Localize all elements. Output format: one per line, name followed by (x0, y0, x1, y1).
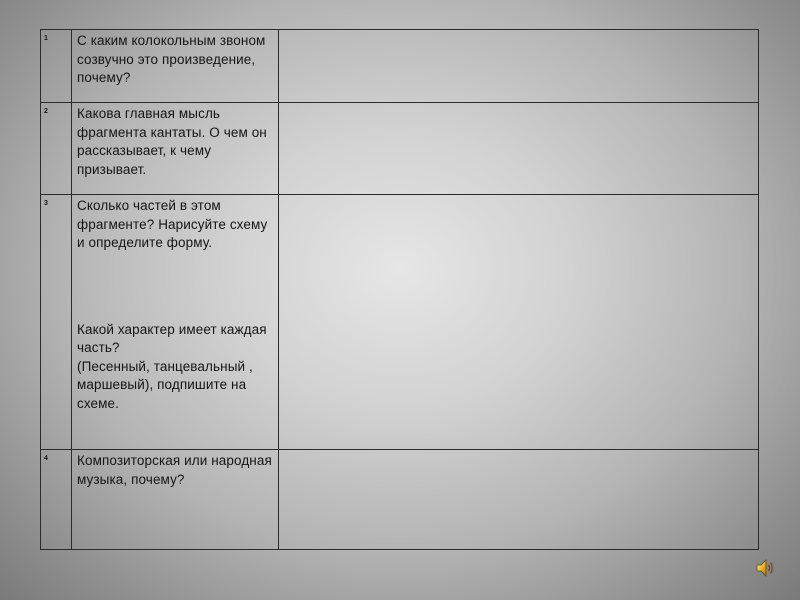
answer-cell[interactable] (279, 30, 759, 103)
question-text: Композиторская или народная музыка, почему? (77, 453, 272, 487)
spacer (77, 253, 272, 321)
question-text: Какова главная мысль фрагмента кантаты. О чем он рассказывает, к чему призывает. (77, 106, 267, 177)
table-row (41, 103, 759, 195)
row-number: 1 (41, 30, 72, 103)
speaker-icon[interactable] (755, 557, 775, 579)
table-row (41, 450, 759, 550)
question-text: С каким колокольным звоном созвучно это произведение, почему? (77, 33, 266, 85)
question-cell (72, 195, 279, 450)
question-cell (72, 450, 279, 550)
answer-cell[interactable] (279, 103, 759, 195)
question-cell (72, 103, 279, 195)
row-number: 4 (41, 450, 72, 550)
question-extra-text: Какой характер имеет каждая часть? (Песенный, танцевальный , маршевый), подпишите на схеме. (77, 321, 267, 411)
question-cell (72, 30, 279, 103)
answer-cell[interactable] (279, 195, 759, 450)
answer-cell[interactable] (279, 450, 759, 550)
row-number: 3 (41, 195, 72, 450)
question-text: Сколько частей в этом фрагменте? Нарисуйте схему и определите форму. (77, 198, 268, 250)
table-row (41, 30, 759, 103)
worksheet-table (40, 29, 759, 550)
row-number: 2 (41, 103, 72, 195)
table-row (41, 195, 759, 450)
